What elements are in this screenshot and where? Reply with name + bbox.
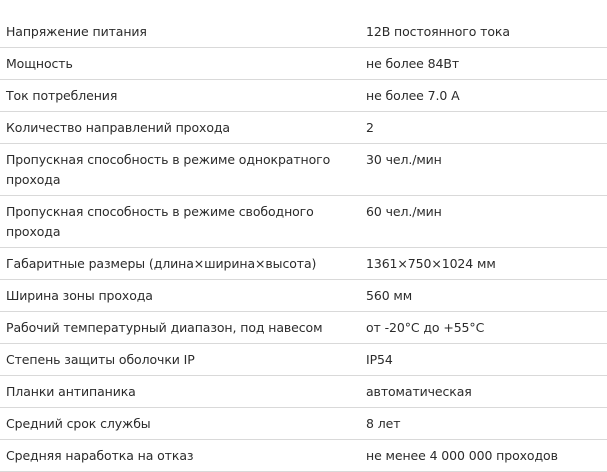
spec-row <box>0 248 607 280</box>
spec-value: 1361×750×1024 мм <box>366 256 496 271</box>
spec-value: 8 лет <box>366 416 401 431</box>
spec-value: не более 7.0 А <box>366 88 460 103</box>
spec-label: Рабочий температурный диапазон, под навесом <box>6 320 323 335</box>
spec-label: Планки антипаника <box>6 384 136 399</box>
spec-value: не более 84Вт <box>366 56 459 71</box>
spec-label: Пропускная способность в режиме свободного прохода <box>6 204 314 239</box>
spec-row <box>0 16 607 48</box>
spec-label: Ширина зоны прохода <box>6 288 153 303</box>
spec-value: 2 <box>366 120 374 135</box>
spec-value: 60 чел./мин <box>366 204 442 219</box>
spec-value: 560 мм <box>366 288 413 303</box>
spec-value: 30 чел./мин <box>366 152 442 167</box>
specifications-table <box>0 16 607 472</box>
spec-label: Средняя наработка на отказ <box>6 448 194 463</box>
spec-row <box>0 440 607 472</box>
spec-value: автоматическая <box>366 384 472 399</box>
spec-row <box>0 144 607 196</box>
spec-label: Количество направлений прохода <box>6 120 230 135</box>
spec-row <box>0 48 607 80</box>
spec-label: Пропускная способность в режиме однократного прохода <box>6 152 331 187</box>
spec-row <box>0 112 607 144</box>
spec-row <box>0 312 607 344</box>
spec-row <box>0 344 607 376</box>
spec-label: Степень защиты оболочки IP <box>6 352 195 367</box>
spec-row <box>0 196 607 248</box>
spec-row <box>0 280 607 312</box>
spec-value: не менее 4 000 000 проходов <box>366 448 558 463</box>
spec-row <box>0 80 607 112</box>
spec-label: Ток потребления <box>6 88 118 103</box>
spec-label: Напряжение питания <box>6 24 147 39</box>
spec-row <box>0 376 607 408</box>
spec-label: Средний срок службы <box>6 416 151 431</box>
spec-value: 12В постоянного тока <box>366 24 510 39</box>
spec-value: от -20°С до +55°С <box>366 320 485 335</box>
spec-label: Мощность <box>6 56 73 71</box>
spec-value: IP54 <box>366 352 393 367</box>
spec-label: Габаритные размеры (длина×ширина×высота) <box>6 256 317 271</box>
spec-row <box>0 408 607 440</box>
